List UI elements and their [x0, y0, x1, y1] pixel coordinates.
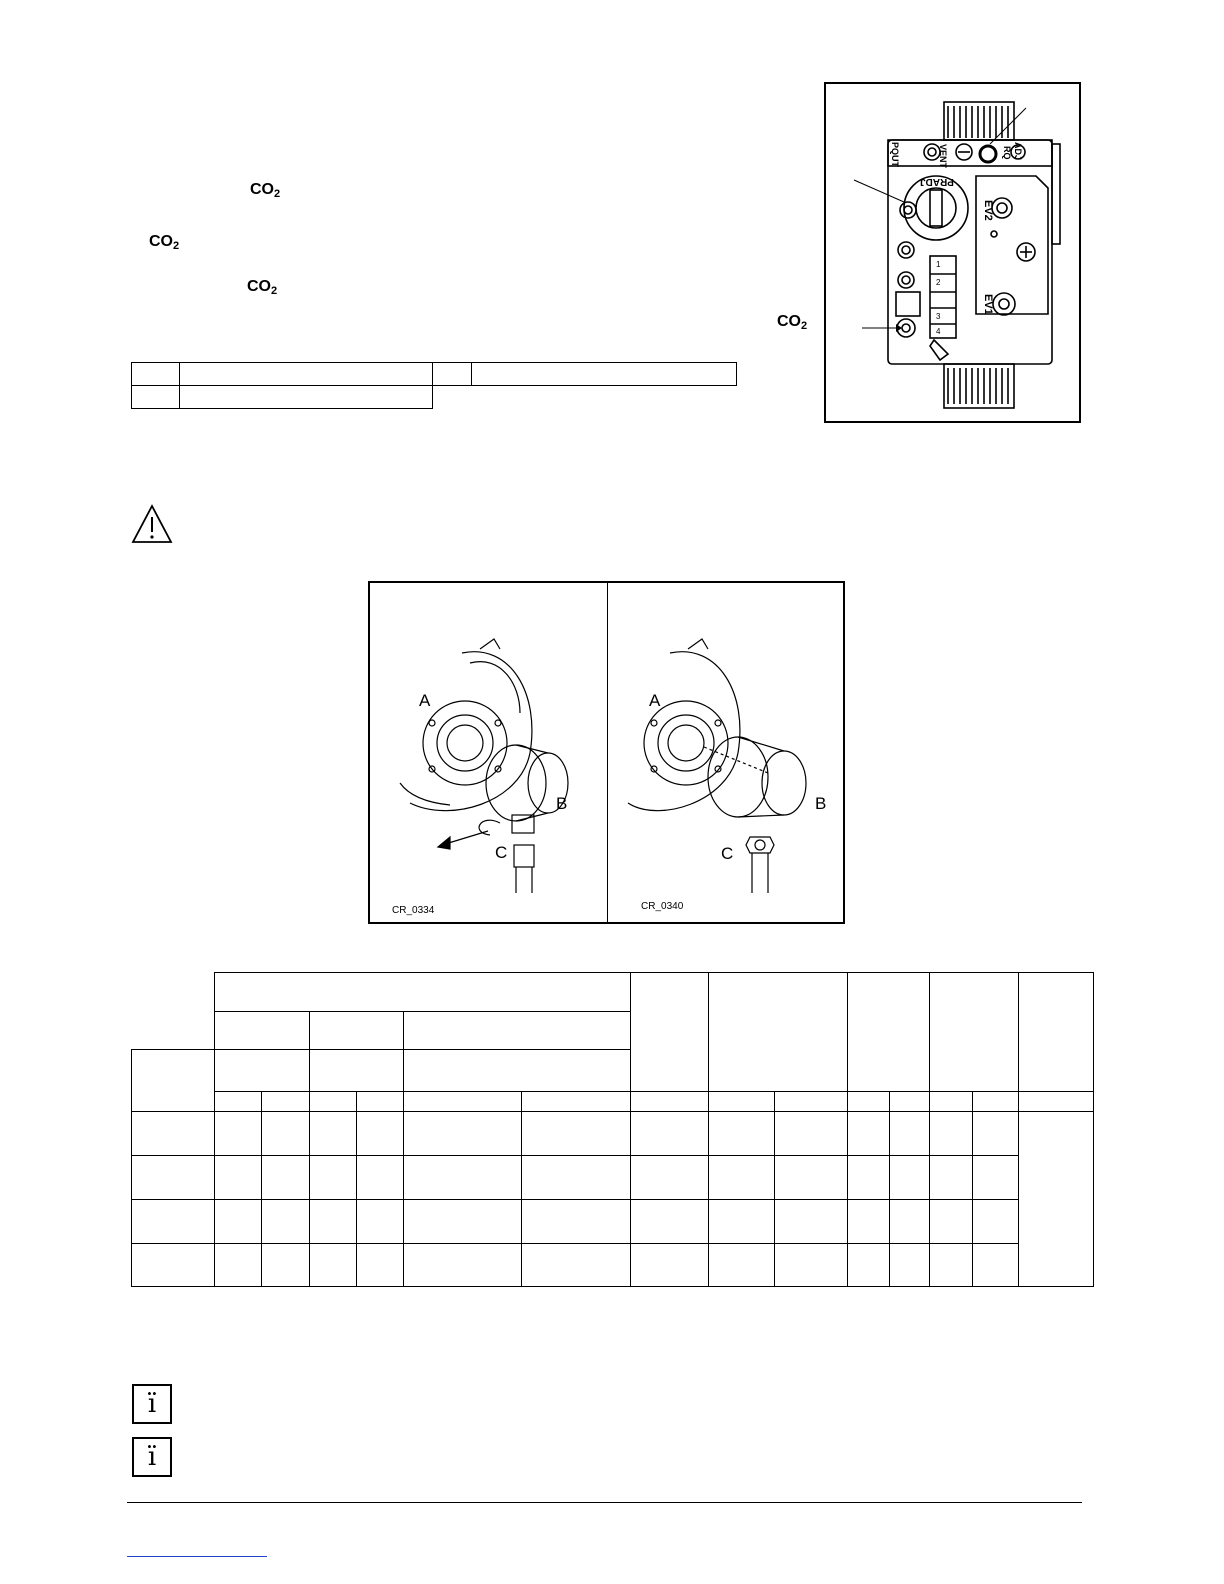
table-header-cell: [404, 1012, 631, 1050]
table-cell: [930, 1244, 973, 1287]
table-cell: [262, 1112, 310, 1156]
legend-cell: [472, 363, 737, 386]
table-cell: [357, 1200, 404, 1244]
terminal-3: 3: [936, 312, 941, 321]
footer-link-underline[interactable]: [127, 1556, 267, 1557]
table-cell: [709, 1112, 775, 1156]
table-cell: [848, 1244, 890, 1287]
table-cell: [890, 1244, 930, 1287]
table-cell: [973, 1200, 1019, 1244]
legend-cell: [180, 363, 433, 386]
left-label-c: C: [495, 843, 508, 862]
table-cell: [775, 1200, 848, 1244]
table-cell: [631, 1200, 709, 1244]
table-cell: [522, 1156, 631, 1200]
table-cell: [262, 1244, 310, 1287]
table-header-cell: [215, 973, 631, 1012]
left-label-a: A: [419, 691, 431, 710]
table-cell: [631, 1112, 709, 1156]
table-cell: [215, 1112, 262, 1156]
table-cell: [522, 1092, 631, 1112]
table-cell: [930, 1112, 973, 1156]
table-cell: [310, 1156, 357, 1200]
table-header-cell: [631, 973, 709, 1092]
table-cell: [890, 1156, 930, 1200]
table-cell: [848, 1092, 890, 1112]
table-cell: [404, 1244, 522, 1287]
table-cell: [848, 1112, 890, 1156]
table-row: [132, 1200, 1094, 1244]
terminal-1: 1: [936, 260, 941, 269]
table-cell: [848, 1156, 890, 1200]
marking-rq: RQ: [1002, 146, 1012, 160]
table-cell: [890, 1200, 930, 1244]
table-cell: [709, 1092, 775, 1112]
table-header-cell: [848, 973, 930, 1092]
table-cell: [357, 1092, 404, 1112]
right-label-b: B: [815, 794, 827, 813]
marking-ev2: EV2: [982, 200, 994, 221]
marking-ev1: EV1: [982, 294, 994, 315]
table-cell: [262, 1156, 310, 1200]
table-header-cell: [310, 1012, 404, 1050]
table-cell: [357, 1112, 404, 1156]
left-figure-code: CR_0334: [392, 905, 435, 916]
marking-vent: VENT: [938, 144, 948, 169]
table-header-cell: [709, 973, 848, 1092]
marking-pradj: PRADJ: [920, 176, 954, 187]
right-figure-code: CR_0340: [641, 901, 684, 912]
table-cell: [775, 1156, 848, 1200]
table-cell: [215, 1244, 262, 1287]
table-header-cell: [404, 1050, 631, 1092]
burner-right-drawing: [608, 583, 844, 922]
table-cell: [215, 1156, 262, 1200]
table-cell: [709, 1156, 775, 1200]
table-cell: [215, 1200, 262, 1244]
legend-cell: [132, 386, 180, 409]
table-header-cell: [930, 973, 1019, 1092]
legend-cell: [180, 386, 433, 409]
table-cell: [215, 1092, 262, 1112]
left-label-b: B: [556, 794, 568, 813]
table-row: [132, 1156, 1094, 1200]
table-cell: [132, 1112, 215, 1156]
burner-figure: [368, 581, 845, 924]
table-cell: [404, 1112, 522, 1156]
info-icon: [132, 1384, 172, 1424]
legend-table: [131, 362, 737, 409]
table-cell: [404, 1092, 522, 1112]
table-header-cell: [1019, 973, 1094, 1092]
table-cell: [973, 1244, 1019, 1287]
table-cell: [890, 1112, 930, 1156]
table-cell: [930, 1200, 973, 1244]
table-cell: [404, 1200, 522, 1244]
table-header-cell: [132, 1050, 215, 1112]
table-cell: [973, 1156, 1019, 1200]
table-cell: [132, 1244, 215, 1287]
table-cell: [310, 1200, 357, 1244]
table-cell: [522, 1244, 631, 1287]
table-cell: [890, 1092, 930, 1112]
table-cell: [357, 1156, 404, 1200]
info-icon: [132, 1437, 172, 1477]
info-glyph: ı̈: [147, 1389, 157, 1419]
table-cell: [404, 1156, 522, 1200]
table-cell: [262, 1200, 310, 1244]
legend-empty: [433, 386, 737, 409]
table-row: [132, 1112, 1094, 1156]
table-cell: [631, 1092, 709, 1112]
table-cell: [132, 1156, 215, 1200]
table-cell: [631, 1156, 709, 1200]
table-cell: [1019, 1092, 1094, 1112]
right-label-a: A: [649, 691, 661, 710]
table-cell: [310, 1112, 357, 1156]
burner-left-drawing: [370, 583, 606, 922]
table-merged-cell: [1019, 1112, 1094, 1287]
table-cell: [973, 1112, 1019, 1156]
table-cell: [310, 1092, 357, 1112]
table-blank-corner: [132, 973, 215, 1050]
co2-label-2: $CO_2$: [149, 233, 180, 252]
table-cell: [132, 1200, 215, 1244]
marking-adj: ADJ: [1013, 142, 1023, 161]
table-cell: [775, 1244, 848, 1287]
table-cell: [709, 1244, 775, 1287]
right-label-c: C: [721, 844, 734, 863]
terminal-2: 2: [936, 278, 941, 287]
gas-valve-drawing: [826, 84, 1079, 421]
gas-valve-figure: [824, 82, 1081, 423]
table-cell: [310, 1244, 357, 1287]
info-glyph: ı̈: [147, 1442, 157, 1472]
footer-rule: [127, 1502, 1082, 1503]
legend-cell: [132, 363, 180, 386]
table-cell: [522, 1200, 631, 1244]
legend-row: [132, 386, 737, 409]
table-subheader-row: [132, 1092, 1094, 1112]
table-cell: [522, 1112, 631, 1156]
warning-triangle-icon: [130, 503, 174, 550]
table-header-cell: [215, 1050, 310, 1092]
table-cell: [262, 1092, 310, 1112]
table-cell: [930, 1156, 973, 1200]
table-cell: [775, 1112, 848, 1156]
table-header-cell: [215, 1012, 310, 1050]
marking-pqut: PQUT: [890, 142, 900, 168]
co2-label-valve: $CO_2$: [777, 313, 808, 332]
table-cell: [631, 1244, 709, 1287]
legend-cell: [433, 363, 472, 386]
table-cell: [973, 1092, 1019, 1112]
table-cell: [357, 1244, 404, 1287]
table-header-cell: [310, 1050, 404, 1092]
gas-data-table: [131, 972, 1094, 1287]
table-cell: [930, 1092, 973, 1112]
table-header-row: [132, 973, 1094, 1012]
table-cell: [709, 1200, 775, 1244]
terminal-4: 4: [936, 327, 941, 336]
co2-label-3: $CO_2$: [247, 278, 278, 297]
legend-row: [132, 363, 737, 386]
table-row: [132, 1244, 1094, 1287]
table-cell: [775, 1092, 848, 1112]
co2-label-1: $CO_2$: [250, 181, 281, 200]
table-cell: [848, 1200, 890, 1244]
